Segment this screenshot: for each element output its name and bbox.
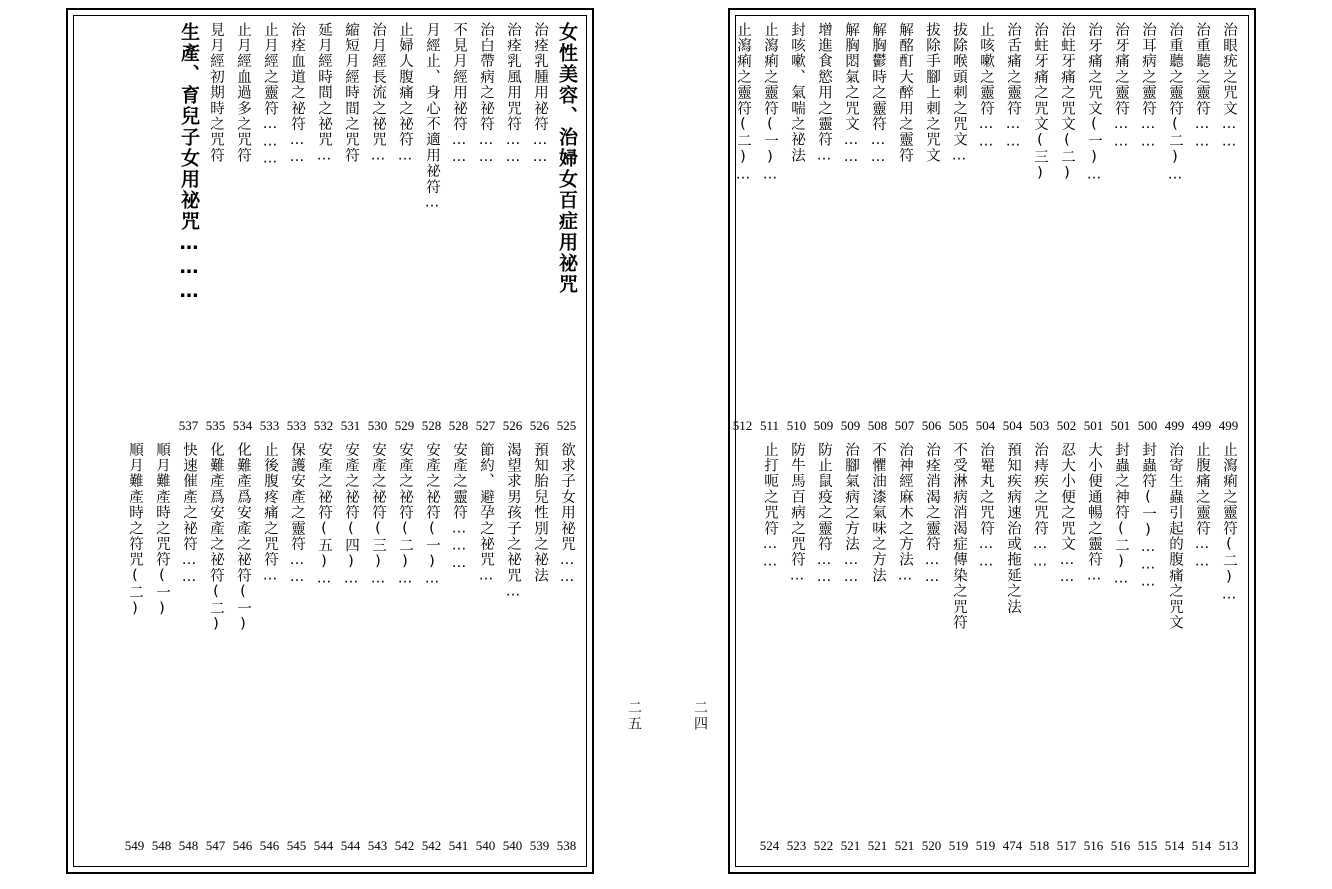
toc-entry bbox=[175, 442, 202, 854]
toc-entry-page-number: 542 bbox=[421, 838, 442, 853]
toc-entry-page-number: 514 bbox=[1164, 838, 1185, 853]
toc-entry bbox=[837, 442, 864, 854]
toc-entry-page-number: 514 bbox=[1191, 838, 1212, 853]
toc-entry bbox=[310, 22, 337, 434]
toc-entry-page-number: 543 bbox=[367, 838, 388, 853]
toc-entry-title: 治腳氣病之方法…… bbox=[843, 442, 859, 587]
toc-entry-page-number: 533 bbox=[259, 418, 280, 433]
toc-entry-page-number: 501 bbox=[1110, 418, 1131, 433]
toc-entry bbox=[391, 22, 418, 434]
toc-entry-page-number: 549 bbox=[124, 838, 145, 853]
toc-entry bbox=[364, 442, 391, 854]
toc-entry bbox=[1107, 442, 1134, 854]
toc-entry-page-number: 519 bbox=[975, 838, 996, 853]
toc-entry-title: 縮短月經時間之咒符 bbox=[343, 22, 359, 164]
toc-entry-title: 生產、育兒子女用祕咒……… bbox=[178, 22, 200, 304]
toc-entry bbox=[864, 442, 891, 854]
toc-entry bbox=[756, 442, 783, 854]
toc-entry-page-number: 548 bbox=[178, 838, 199, 853]
toc-entry-title: 化難產爲安產之祕符(一) bbox=[235, 442, 251, 634]
toc-entry-page-number: 544 bbox=[313, 838, 334, 853]
toc-entry-title: 止腹痛之靈符…… bbox=[1194, 442, 1210, 571]
toc-entry bbox=[256, 442, 283, 854]
toc-entry bbox=[499, 442, 526, 854]
toc-entry bbox=[1161, 442, 1188, 854]
toc-entry bbox=[1215, 22, 1242, 434]
page-number: 二四 bbox=[692, 700, 708, 732]
toc-entry-title: 月經止、身心不適用祕符… bbox=[424, 22, 440, 212]
toc-entry-page-number: 504 bbox=[975, 418, 996, 433]
page-24 bbox=[666, 0, 1332, 889]
toc-entry-title: 拔除手腳上刺之咒文 bbox=[924, 22, 940, 164]
toc-entry-page-number: 540 bbox=[502, 838, 523, 853]
toc-entry-title: 治痊血道之祕符…… bbox=[289, 22, 305, 167]
toc-entry bbox=[810, 442, 837, 854]
toc-entry-title: 治重聽之靈符…… bbox=[1194, 22, 1210, 151]
toc-entry bbox=[337, 442, 364, 854]
toc-entry-title: 順月難產時之咒符(一) bbox=[154, 442, 170, 618]
toc-entry-title: 防止鼠疫之靈符…… bbox=[816, 442, 832, 587]
toc-entry-page-number: 508 bbox=[867, 418, 888, 433]
toc-entry-title: 治痔疾之咒符…… bbox=[1032, 442, 1048, 571]
toc-entry bbox=[1080, 442, 1107, 854]
toc-entry-title: 化難產爲安產之祕符(二) bbox=[208, 442, 224, 634]
toc-entry-page-number: 524 bbox=[759, 838, 780, 853]
toc-entry bbox=[972, 442, 999, 854]
toc-entry-page-number: 499 bbox=[1218, 418, 1239, 433]
toc-entry-title: 安產之祕符(二)… bbox=[397, 442, 413, 588]
toc-entry bbox=[283, 442, 310, 854]
toc-entry bbox=[418, 442, 445, 854]
toc-entry bbox=[121, 442, 148, 854]
toc-entry-title: 增進食慾用之靈符… bbox=[816, 22, 832, 165]
toc-entry-title: 治神經麻木之方法… bbox=[897, 442, 913, 585]
toc-entry-title: 不受淋病消渴症傳染之咒符 bbox=[951, 442, 967, 631]
toc-entry-title: 節約、避孕之祕咒… bbox=[478, 442, 494, 585]
toc-entry-title: 解胸悶氣之咒文…… bbox=[843, 22, 859, 167]
toc-entry-title: 不見月經用祕符…… bbox=[451, 22, 467, 167]
toc-entry-title: 安產之祕符(一)… bbox=[424, 442, 440, 588]
toc-entry-title: 封咳嗽、氣喘之祕法 bbox=[789, 22, 805, 164]
toc-entry-title: 治蛀牙痛之咒文(二) bbox=[1059, 22, 1075, 182]
toc-column-group-top bbox=[80, 22, 580, 434]
toc-entry-title: 安產之祕符(四)… bbox=[343, 442, 359, 588]
toc-entry-title: 拔除喉頭刺之咒文… bbox=[951, 22, 967, 165]
toc-entry-page-number: 518 bbox=[1029, 838, 1050, 853]
toc-entry-page-number: 523 bbox=[786, 838, 807, 853]
toc-entry-title: 止婦人腹痛之祕符… bbox=[397, 22, 413, 165]
toc-entry bbox=[391, 442, 418, 854]
toc-entry-page-number: 507 bbox=[894, 418, 915, 433]
toc-entry-title: 止咳嗽之靈符…… bbox=[978, 22, 994, 151]
toc-entry-page-number: 542 bbox=[394, 838, 415, 853]
toc-entry-title: 防牛馬百病之咒符… bbox=[789, 442, 805, 585]
toc-entry-page-number: 547 bbox=[205, 838, 226, 853]
page-border bbox=[728, 8, 1256, 874]
toc-entry bbox=[553, 442, 580, 854]
toc-entry-title: 止瀉痢之靈符(一)… bbox=[762, 22, 778, 184]
toc-entry bbox=[499, 22, 526, 434]
toc-column-group-top bbox=[732, 22, 1242, 434]
toc-entry-page-number: 474 bbox=[1002, 838, 1023, 853]
toc-entry bbox=[1026, 442, 1053, 854]
toc-entry-title: 封蟲符(一)……… bbox=[1140, 442, 1156, 591]
toc-entry bbox=[283, 22, 310, 434]
toc-entry-page-number: 541 bbox=[448, 838, 469, 853]
toc-entry-title: 預知胎兒性別之祕法 bbox=[532, 442, 548, 584]
toc-entry-page-number: 526 bbox=[502, 418, 523, 433]
toc-entry bbox=[175, 22, 202, 434]
toc-entry-title: 治舌痛之靈符…… bbox=[1005, 22, 1021, 151]
toc-entry-title: 治牙痛之靈符…… bbox=[1113, 22, 1129, 151]
toc-entry-page-number: 499 bbox=[1164, 418, 1185, 433]
toc-entry-page-number: 513 bbox=[1218, 838, 1239, 853]
page-number: 二五 bbox=[626, 700, 642, 732]
toc-entry bbox=[202, 442, 229, 854]
toc-entry-page-number: 546 bbox=[232, 838, 253, 853]
toc-entry bbox=[364, 22, 391, 434]
toc-entry bbox=[1026, 22, 1053, 434]
toc-entry-page-number: 540 bbox=[475, 838, 496, 853]
toc-entry-page-number: 499 bbox=[1191, 418, 1212, 433]
toc-entry-page-number: 532 bbox=[313, 418, 334, 433]
toc-entry-title: 治牙痛之咒文(一)… bbox=[1086, 22, 1102, 184]
toc-entry-page-number: 509 bbox=[813, 418, 834, 433]
toc-entry-title: 解胸鬱時之靈符…… bbox=[870, 22, 886, 167]
toc-entry-page-number: 521 bbox=[840, 838, 861, 853]
toc-entry bbox=[756, 22, 783, 434]
toc-entry-title: 渴望求男孩子之祕咒… bbox=[505, 442, 521, 601]
toc-entry-title: 女性美容、治婦女百症用祕咒 bbox=[556, 22, 578, 295]
toc-entry bbox=[729, 22, 756, 434]
toc-entry-page-number: 520 bbox=[921, 838, 942, 853]
toc-entry-title: 不懼油漆氣味之方法 bbox=[870, 442, 886, 584]
toc-entry-page-number: 522 bbox=[813, 838, 834, 853]
toc-entry bbox=[999, 442, 1026, 854]
toc-entry-title: 見月經初期時之咒符 bbox=[208, 22, 224, 164]
toc-column-group-bottom bbox=[80, 442, 580, 854]
toc-entry-page-number: 534 bbox=[232, 418, 253, 433]
toc-entry-title: 治痊乳風用咒符…… bbox=[505, 22, 521, 167]
toc-entry-page-number: 516 bbox=[1110, 838, 1131, 853]
toc-entry-page-number: 533 bbox=[286, 418, 307, 433]
toc-entry-title: 治月經長流之祕咒… bbox=[370, 22, 386, 165]
toc-entry-page-number: 548 bbox=[151, 838, 172, 853]
toc-entry bbox=[1215, 442, 1242, 854]
toc-entry bbox=[891, 22, 918, 434]
toc-entry bbox=[972, 22, 999, 434]
toc-entry-title: 治寄生蟲引起的腹痛之咒文 bbox=[1167, 442, 1183, 631]
toc-entry-title: 保護安產之靈符…… bbox=[289, 442, 305, 587]
toc-entry-title: 治痊消渴之靈符…… bbox=[924, 442, 940, 587]
toc-entry bbox=[445, 442, 472, 854]
toc-entry bbox=[445, 22, 472, 434]
toc-entry bbox=[1080, 22, 1107, 434]
toc-entry-page-number: 504 bbox=[1002, 418, 1023, 433]
toc-entry bbox=[1053, 22, 1080, 434]
toc-entry bbox=[1188, 22, 1215, 434]
toc-entry-page-number: 509 bbox=[840, 418, 861, 433]
toc-entry-page-number: 515 bbox=[1137, 838, 1158, 853]
toc-entry-page-number: 525 bbox=[556, 418, 577, 433]
toc-column-group-bottom bbox=[742, 442, 1242, 854]
toc-entry-page-number: 521 bbox=[867, 838, 888, 853]
toc-entry-page-number: 545 bbox=[286, 838, 307, 853]
toc-entry-title: 止月經血過多之咒符 bbox=[235, 22, 251, 164]
toc-entry bbox=[864, 22, 891, 434]
toc-entry bbox=[472, 22, 499, 434]
toc-entry-page-number: 516 bbox=[1083, 838, 1104, 853]
toc-entry bbox=[148, 442, 175, 854]
toc-entry-title: 治痊乳腫用祕符…… bbox=[532, 22, 548, 167]
toc-entry bbox=[1188, 442, 1215, 854]
toc-entry bbox=[837, 22, 864, 434]
toc-entry-page-number: 502 bbox=[1056, 418, 1077, 433]
toc-entry-page-number: 537 bbox=[178, 418, 199, 433]
toc-entry-page-number: 519 bbox=[948, 838, 969, 853]
toc-entry-title: 止瀉痢之靈符(二)… bbox=[1221, 442, 1237, 604]
toc-entry-page-number: 503 bbox=[1029, 418, 1050, 433]
toc-entry-page-number: 521 bbox=[894, 838, 915, 853]
toc-entry bbox=[918, 442, 945, 854]
toc-entry-title: 治蛀牙痛之咒文(三) bbox=[1032, 22, 1048, 182]
toc-entry bbox=[918, 22, 945, 434]
toc-entry-title: 止月經之靈符……… bbox=[262, 22, 278, 168]
page-border bbox=[66, 8, 594, 874]
toc-entry-title: 治眼疣之咒文…… bbox=[1221, 22, 1237, 151]
toc-entry-page-number: 527 bbox=[475, 418, 496, 433]
toc-entry-page-number: 500 bbox=[1137, 418, 1158, 433]
toc-entry-title: 安產之祕符(五)… bbox=[316, 442, 332, 588]
toc-entry bbox=[1134, 442, 1161, 854]
toc-entry-title: 解酩酊大醉用之靈符 bbox=[897, 22, 913, 164]
toc-entry-title: 大小便通暢之靈符… bbox=[1086, 442, 1102, 585]
toc-entry bbox=[1161, 22, 1188, 434]
toc-entry-page-number: 528 bbox=[448, 418, 469, 433]
toc-entry bbox=[810, 22, 837, 434]
toc-entry-title: 治耳病之靈符…… bbox=[1140, 22, 1156, 151]
toc-entry bbox=[999, 22, 1026, 434]
toc-entry-title: 止後腹疼痛之咒符… bbox=[262, 442, 278, 585]
toc-entry-title: 預知疾病速治或拖延之法 bbox=[1005, 442, 1021, 615]
toc-entry-title: 治重聽之靈符(二)… bbox=[1167, 22, 1183, 184]
toc-entry bbox=[1134, 22, 1161, 434]
toc-entry-page-number: 505 bbox=[948, 418, 969, 433]
toc-entry-page-number: 528 bbox=[421, 418, 442, 433]
toc-entry-title: 止打呃之咒符…… bbox=[762, 442, 778, 571]
toc-entry-page-number: 517 bbox=[1056, 838, 1077, 853]
toc-entry bbox=[783, 22, 810, 434]
toc-entry-page-number: 530 bbox=[367, 418, 388, 433]
toc-entry-title: 快速催產之祕符…… bbox=[181, 442, 197, 587]
toc-entry-title: 忍大小便之咒文…… bbox=[1059, 442, 1075, 587]
toc-entry-title: 延月經時間之祕咒… bbox=[316, 22, 332, 165]
toc-entry-page-number: 506 bbox=[921, 418, 942, 433]
toc-entry bbox=[229, 22, 256, 434]
toc-entry bbox=[202, 22, 229, 434]
toc-entry bbox=[526, 22, 553, 434]
toc-entry-page-number: 539 bbox=[529, 838, 550, 853]
toc-entry-title: 安產之靈符……… bbox=[451, 442, 467, 573]
toc-entry-title: 欲求子女用祕咒…… bbox=[559, 442, 575, 587]
toc-entry bbox=[472, 442, 499, 854]
toc-entry-page-number: 529 bbox=[394, 418, 415, 433]
toc-entry-page-number: 535 bbox=[205, 418, 226, 433]
toc-entry bbox=[229, 442, 256, 854]
toc-entry-page-number: 511 bbox=[759, 418, 780, 433]
toc-entry bbox=[945, 442, 972, 854]
toc-entry-page-number: 531 bbox=[340, 418, 361, 433]
toc-entry bbox=[256, 22, 283, 434]
toc-entry-title: 安產之祕符(三)… bbox=[370, 442, 386, 588]
toc-entry bbox=[1107, 22, 1134, 434]
toc-entry bbox=[553, 22, 580, 434]
toc-entry bbox=[418, 22, 445, 434]
toc-entry-title: 治白帶病之祕符…… bbox=[478, 22, 494, 167]
toc-entry-page-number: 512 bbox=[732, 418, 753, 433]
toc-entry-title: 止瀉痢之靈符(二)… bbox=[735, 22, 751, 184]
toc-entry bbox=[891, 442, 918, 854]
toc-entry bbox=[945, 22, 972, 434]
toc-entry-page-number: 510 bbox=[786, 418, 807, 433]
toc-entry-page-number: 544 bbox=[340, 838, 361, 853]
toc-entry-title: 治罨丸之咒符…… bbox=[978, 442, 994, 571]
toc-entry bbox=[526, 442, 553, 854]
toc-entry bbox=[310, 442, 337, 854]
toc-entry bbox=[783, 442, 810, 854]
toc-entry bbox=[1053, 442, 1080, 854]
toc-entry-page-number: 526 bbox=[529, 418, 550, 433]
toc-entry-title: 封蟲之神符(二)… bbox=[1113, 442, 1129, 588]
toc-entry-title: 順月難產時之符咒(二) bbox=[127, 442, 143, 618]
toc-entry-page-number: 501 bbox=[1083, 418, 1104, 433]
toc-entry-page-number: 538 bbox=[556, 838, 577, 853]
toc-entry bbox=[337, 22, 364, 434]
toc-entry-page-number: 546 bbox=[259, 838, 280, 853]
